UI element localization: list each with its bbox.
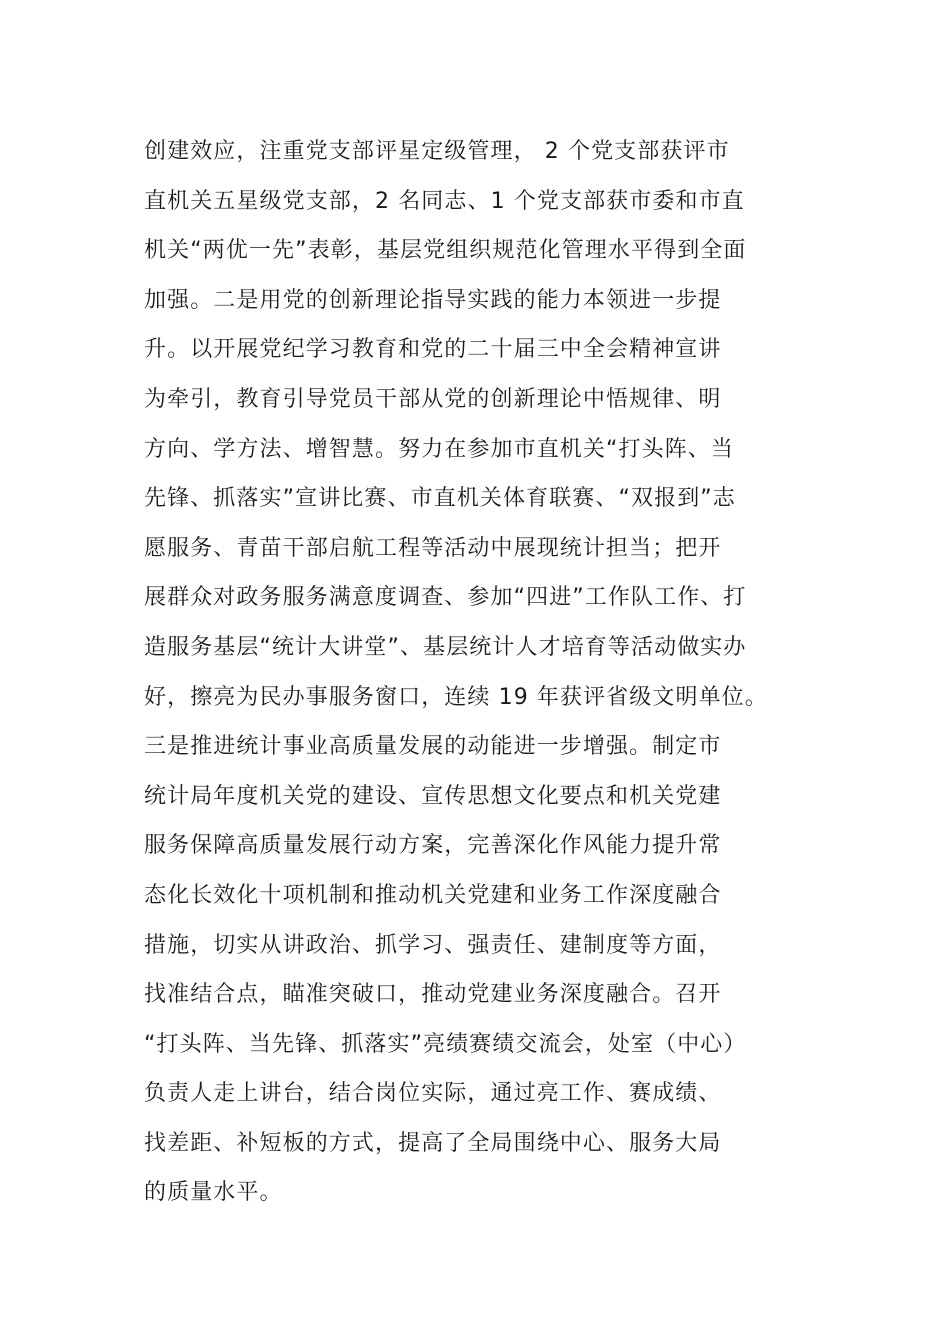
paragraph-line: 态化长效化十项机制和推动机关党建和业务工作深度融合 <box>144 882 722 908</box>
body-paragraph <box>144 127 944 1218</box>
paragraph-line: 负责人走上讲台，结合岗位实际，通过亮工作、赛成绩、 <box>144 1081 722 1107</box>
paragraph-line: 好，擦亮为民办事服务窗口，连续 19 年获评省级文明单位。 <box>144 684 768 710</box>
paragraph-line: 找差距、补短板的方式，提高了全局围绕中心、服务大局 <box>144 1130 722 1156</box>
paragraph-line: 愿服务、青苗干部启航工程等活动中展现统计担当；把开 <box>144 535 722 561</box>
paragraph-line: 创建效应，注重党支部评星定级管理， 2 个党支部获评市 <box>144 139 730 164</box>
paragraph-line: 三是推进统计事业高质量发展的动能进一步增强。制定市 <box>144 734 722 760</box>
paragraph-line: 措施，切实从讲政治、抓学习、强责任、建制度等方面， <box>144 932 722 958</box>
paragraph-line: 升。以开展党纪学习教育和党的二十届三中全会精神宣讲 <box>144 337 722 363</box>
paragraph-line: 为牵引，教育引导党员干部从党的创新理论中悟规律、明 <box>144 386 722 412</box>
paragraph-line: 机关“两优一先”表彰，基层党组织规范化管理水平得到全面 <box>144 238 747 264</box>
paragraph-line: 直机关五星级党支部，2 名同志、1 个党支部获市委和市直 <box>144 188 745 214</box>
paragraph-line: 方向、学方法、增智慧。努力在参加市直机关“打头阵、当 <box>144 436 734 462</box>
paragraph-line: 加强。二是用党的创新理论指导实践的能力本领进一步提 <box>144 287 722 313</box>
paragraph-line: 统计局年度机关党的建设、宣传思想文化要点和机关党建 <box>144 783 722 809</box>
paragraph-line: 先锋、抓落实”宣讲比赛、市直机关体育联赛、“双报到”志 <box>144 486 736 512</box>
paragraph-line: 展群众对政务服务满意度调查、参加“四进”工作队工作、打 <box>144 585 747 611</box>
paragraph-line: “打头阵、当先锋、抓落实”亮绩赛绩交流会，处室（中心） <box>144 1031 747 1057</box>
paragraph-line: 的质量水平。 <box>144 1180 283 1206</box>
paragraph-line: 造服务基层“统计大讲堂”、基层统计人才培育等活动做实办 <box>144 634 747 660</box>
paragraph-line: 找准结合点，瞄准突破口，推动党建业务深度融合。召开 <box>144 982 722 1008</box>
paragraph-line: 服务保障高质量发展行动方案，完善深化作风能力提升常 <box>144 833 722 859</box>
